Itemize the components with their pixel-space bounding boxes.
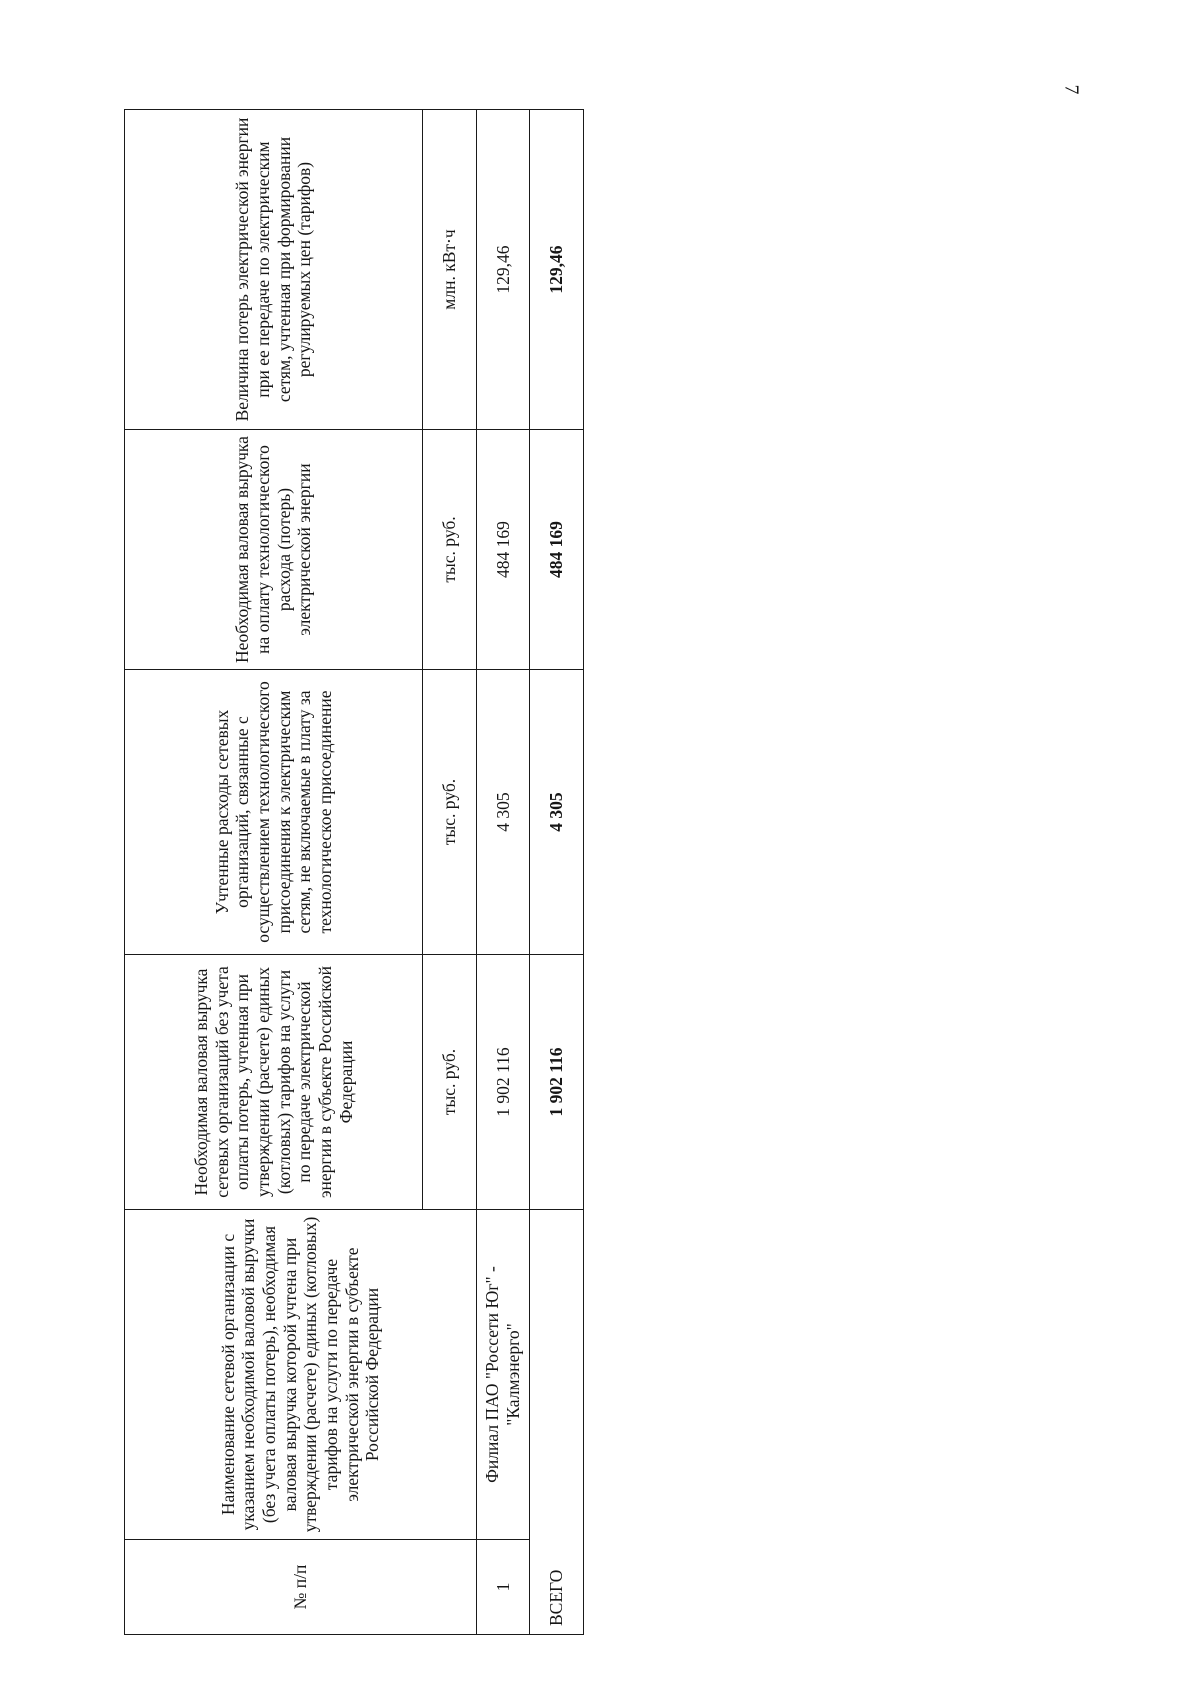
unit-losses-volume: млн. кВт·ч (423, 110, 477, 430)
total-losses-volume: 129,46 (530, 110, 584, 430)
header-nvv: Необходимая валовая выручка сетевых организаций без учета оплаты потерь, учтенная при утверждении (расчете) единых (котловых) тарифов на услуги по передаче электрической энергии в субъекте Российской Федерации (125, 955, 423, 1210)
row-losses-volume: 129,46 (476, 110, 530, 430)
total-losses-nvv: 484 169 (530, 430, 584, 670)
total-label: ВСЕГО (530, 1210, 584, 1635)
unit-nvv: тыс. руб. (423, 955, 477, 1210)
table-row (476, 110, 530, 1635)
page-number: 7 (1060, 84, 1083, 95)
header-expenses: Учтенные расходы сетевых организаций, связанные с осуществлением технологического присоединения к электрическим сетям, не включаемые в плату за технологическое присоединение (125, 670, 423, 955)
row-nvv: 1 902 116 (476, 955, 530, 1210)
total-expenses: 4 305 (530, 670, 584, 955)
header-organization: Наименование сетевой организации с указанием необходимой валовой выручки (без учета оплаты потерь), необходимая валовая выручка которой учтена при утверждении (расчете) единых (котловых) тарифов на услуги по передаче электрической энергии в субъекте Российской Федерации (125, 1210, 477, 1540)
header-losses-nvv: Необходимая валовая выручка на оплату технологического расхода (потерь) электрической энергии (125, 430, 423, 670)
row-losses-nvv: 484 169 (476, 430, 530, 670)
total-nvv: 1 902 116 (530, 955, 584, 1210)
header-losses-volume: Величина потерь электрической энергии при ее передаче по электрическим сетям, учтенная при формировании регулируемых цен (тарифов) (125, 110, 423, 430)
row-expenses: 4 305 (476, 670, 530, 955)
header-row (125, 110, 423, 1635)
rotated-table-wrapper (124, 110, 584, 1635)
header-num: № п/п (125, 1540, 477, 1635)
tariff-table (124, 109, 584, 1635)
row-num: 1 (476, 1540, 530, 1635)
unit-losses-nvv: тыс. руб. (423, 430, 477, 670)
unit-expenses: тыс. руб. (423, 670, 477, 955)
row-organization: Филиал ПАО "Россети Юг" - "Калмэнерго" (476, 1210, 530, 1540)
total-row (530, 110, 584, 1635)
